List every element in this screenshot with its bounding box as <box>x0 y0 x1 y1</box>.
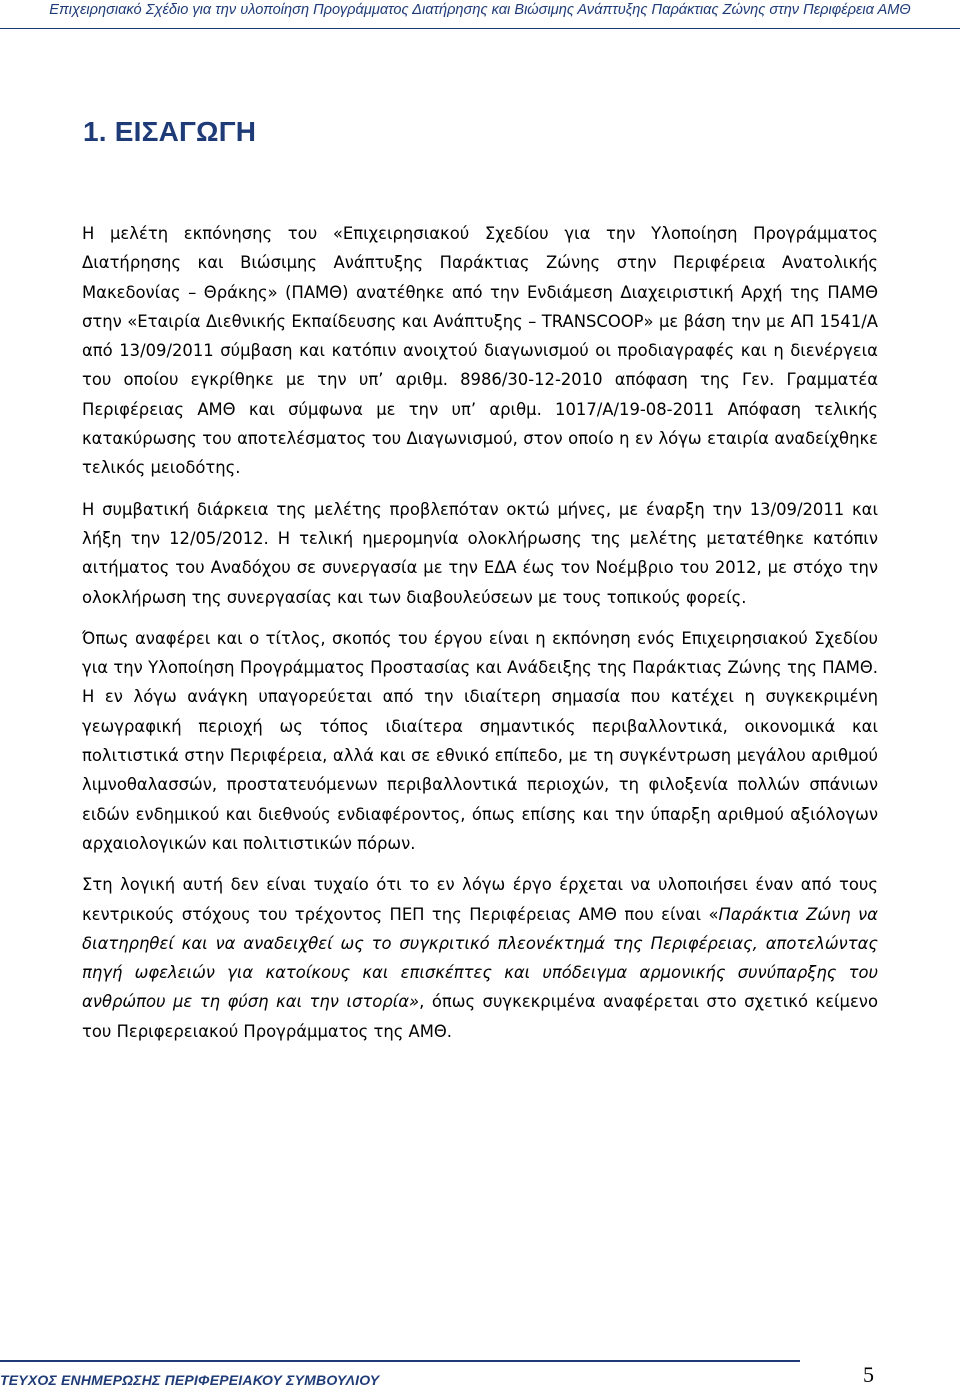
chapter-title: 1. ΕΙΣΑΓΩΓΗ <box>83 116 257 147</box>
document-body <box>82 219 878 1058</box>
paragraph-assignment: Η μελέτη εκπόνησης του «Επιχειρησιακού Σχεδίου για την Υλοποίηση Προγράμματος Διατήρησης και Βιώσιμης Ανάπτυξης Παράκτιας Ζώνης στην Περιφέρεια Ανατολικής Μακεδονίας – Θράκης» (ΠΑΜΘ) ανατέθηκε από την Ενδιάμεση Διαχειριστική Αρχή της ΠΑΜΘ στην «Εταιρία Διεθνικής Εκπαίδευσης και Ανάπτυξης – TRANSCOOP» με βάση την με ΑΠ 1541/Α από 13/09/2011 σύμβαση και κατόπιν ανοιχτού διαγωνισμού οι προδιαγραφές και η διενέργεια του οποίου εγκρίθηκε με την υπ’ αριθμ. 8986/30-12-2010 απόφαση της Γεν. Γραμματέα Περιφέρειας ΑΜΘ και σύμφωνα με την υπ’ αριθμ. 1017/Α/19-08-2011 Απόφαση τελικής κατακύρωσης του αποτελέσματος του Διαγωνισμού, στον οποίο η εν λόγω εταιρία αναδείχθηκε τελικός μειοδότης. <box>82 224 878 478</box>
paragraph-objective <box>82 870 878 1046</box>
paragraph-objective-intro: Στη λογική αυτή δεν είναι τυχαίο ότι το εν λόγω έργο έρχεται να υλοποιήσει έναν από τους κεντρικούς στόχους του τρέχοντος ΠΕΠ της Περιφέρειας ΑΜΘ που είναι « <box>82 875 878 924</box>
page-number: 5 <box>863 1362 874 1387</box>
header-divider <box>0 28 960 29</box>
running-header: Επιχειρησιακό Σχέδιο για την υλοποίηση Προγράμματος Διατήρησης και Βιώσιμης Ανάπτυξης Παράκτιας Ζώνης στην Περιφέρεια ΑΜΘ <box>49 2 911 18</box>
paragraph-objective-outro: , όπως συγκεκριμένα αναφέρεται στο σχετικό κείμενο του Περιφερειακού Προγράμματος της ΑΜΘ. <box>82 992 878 1041</box>
footer-divider <box>0 1360 800 1362</box>
objective-quote: Παράκτια Ζώνη να διατηρηθεί και να αναδειχθεί ως το συγκριτικό πλεονέκτημά της Περιφέρειας, αποτελώντας πηγή ωφελειών για κατοίκους και επισκέπτες και υπόδειγμα αρμονικής συνύπαρξης του ανθρώπου με τη φύση και την ιστορία» <box>82 904 878 1012</box>
footer-publication: ΤΕΥΧΟΣ ΕΝΗΜΕΡΩΣΗΣ ΠΕΡΙΦΕΡΕΙΑΚΟΥ ΣΥΜΒΟΥΛΙΟΥ <box>0 1372 380 1388</box>
paragraph-duration: Η συμβατική διάρκεια της μελέτης προβλεπόταν οκτώ μήνες, με έναρξη την 13/09/2011 και λήξη την 12/05/2012. Η τελική ημερομηνία ολοκλήρωσης της μελέτης μετατέθηκε κατόπιν αιτήματος του Αναδόχου σε συνεργασία με την ΕΔΑ έως τον Νοέμβριο του 2012, με στόχο την ολοκλήρωση της συνεργασίας και των διαβουλεύσεων με τους τοπικούς φορείς. <box>82 499 878 607</box>
paragraph-purpose: Όπως αναφέρει και ο τίτλος, σκοπός του έργου είναι η εκπόνηση ενός Επιχειρησιακού Σχεδίου για την Υλοποίηση Προγράμματος Προστασίας και Ανάδειξης της Παράκτιας Ζώνης της ΠΑΜΘ. Η εν λόγω ανάγκη υπαγορεύεται από την ιδιαίτερη σημασία που κατέχει η συγκεκριμένη γεωγραφική περιοχή ως τόπος ιδιαίτερα σημαντικός περιβαλλοντικά, οικονομικά και πολιτιστικά στην Περιφέρεια, αλλά και σε εθνικό επίπεδο, με τη συγκέντρωση μεγάλου αριθμού λιμνοθαλασσών, προστατευόμενων περιβαλλοντικά περιοχών, τη φιλοξενία πολλών σπάνιων ειδών ενδημικού και διεθνούς ενδιαφέροντος, όπως επίσης και την ύπαρξη αριθμού αξιόλογων αρχαιολογικών και πολιτιστικών πόρων. <box>82 628 878 853</box>
